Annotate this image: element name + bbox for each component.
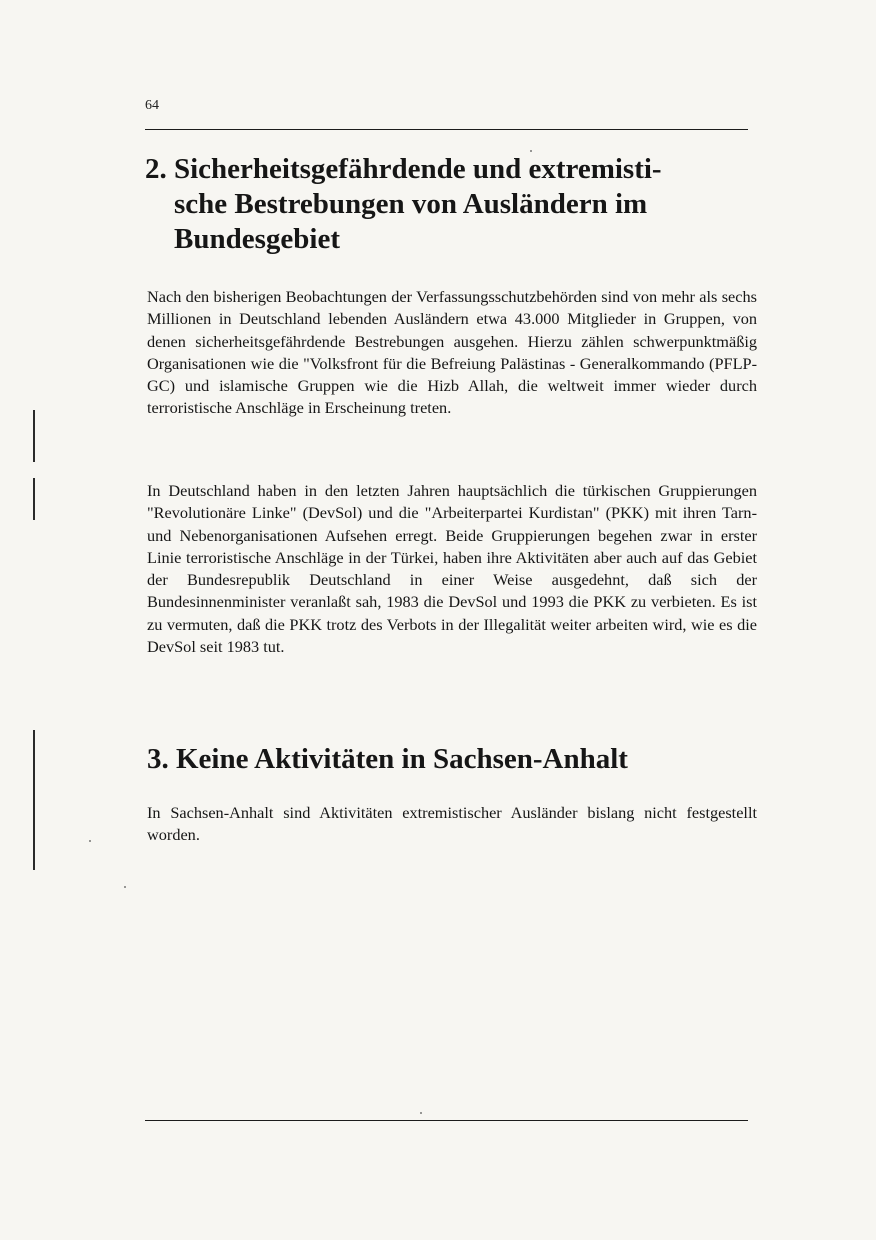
scan-speck (124, 886, 126, 888)
margin-mark (33, 478, 35, 520)
margin-mark (33, 730, 35, 870)
scan-speck (89, 840, 91, 842)
section-3-heading: 3. Keine Aktivitäten in Sachsen-Anhalt (147, 743, 628, 775)
section-2-paragraph-1: Nach den bisherigen Beobachtungen der Verfassungsschutzbehörden sind von mehr als sechs Millionen in Deutschland lebenden Ausländern etwa 43.000 Mitglieder in Gruppen, von denen sicherheitsgefährdende Bestrebungen ausgehen. Hierzu zählen schwerpunktmäßig Organisationen wie die "Volksfront für die Befreiung Palästinas - Generalkommando (PFLP-GC) und islamische Gruppen wie die Hizb Allah, die weltweit immer wieder durch terroristische Anschläge in Erscheinung treten. (147, 287, 757, 418)
section-2-title-line: sche Bestrebungen von Ausländern im (174, 188, 648, 220)
margin-mark (33, 410, 35, 462)
section-2-title-line: Bundesgebiet (174, 223, 340, 255)
section-3-paragraph: In Sachsen-Anhalt sind Aktivitäten extremistischer Ausländer bislang nicht festgestellt worden. (147, 803, 757, 845)
section-2-number: 2. (145, 153, 167, 185)
bottom-rule (145, 1120, 748, 1121)
page-number: 64 (145, 98, 159, 113)
section-2-title (174, 152, 754, 257)
section-2-title-line: Sicherheitsgefährdende und extremisti- (174, 153, 662, 185)
section-2-paragraph-2: In Deutschland haben in den letzten Jahren hauptsächlich die türkischen Gruppierungen "Revolutionäre Linke" (DevSol) und die "Arbeiterpartei Kurdistan" (PKK) mit ihren Tarn- und Nebenorganisationen Aufsehen erregt. Beide Gruppierungen begehen zwar in erster Linie terroristische Anschläge in der Türkei, haben ihre Aktivitäten aber auch auf das Gebiet der Bundesrepublik Deutschland in einer Weise ausgedehnt, daß sich der Bundesinnenminister veranlaßt sah, 1983 die DevSol und 1993 die PKK zu verbieten. Es ist zu vermuten, daß die PKK trotz des Verbots in der Illegalität weiter arbeiten wird, wie es die DevSol seit 1983 tut. (147, 481, 757, 657)
scan-speck (420, 1112, 422, 1114)
top-rule (145, 129, 748, 130)
scan-speck (530, 150, 532, 152)
